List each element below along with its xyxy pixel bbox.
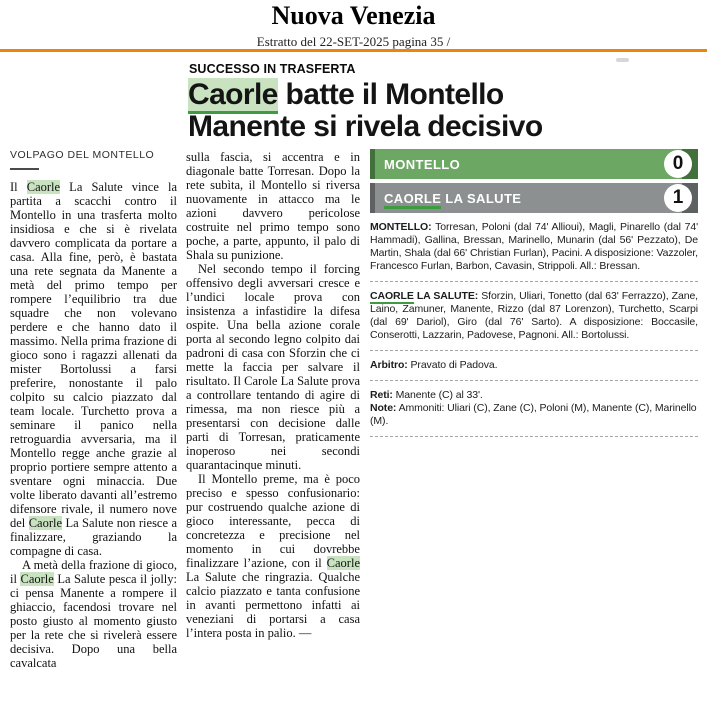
page-corner-mark bbox=[616, 58, 629, 62]
paragraph: sulla fascia, si accentra e in diagonale batte Torresan. Dopo la rete subìta, il Montello si riversa nuovamente in attacco ma le azioni davvero pericolose costruite nel primo tempo sono poche, a parte, appunto, il palo di Shala su punizione. bbox=[186, 150, 360, 262]
article-kicker: SUCCESSO IN TRASFERTA bbox=[189, 62, 356, 76]
article-column-middle bbox=[186, 150, 360, 640]
article-location: VOLPAGO DEL MONTELLO bbox=[10, 149, 155, 161]
away-score-badge: 1 bbox=[664, 184, 692, 212]
article-column-left bbox=[10, 149, 177, 670]
away-team-name: CAORLE LA SALUTE bbox=[370, 191, 521, 206]
goals-line: Reti: Manente (C) al 33'. bbox=[370, 389, 483, 401]
dashed-separator bbox=[370, 350, 698, 351]
paragraph: Nel secondo tempo il forcing offensivo degli avversari cresce e l’undici locale prova con insistenza a infastidire la difesa ospite. Una bella azione corale porta al secondo legno colpito dai padroni di casa con Sforzin che ci mette la faccia per salvare il risultato. Il Carole La Salute prova a controllare tentando di agire di rimessa, ma non riesce più a presentarsi con decisione dalle parti di Torresan, praticamente inoperoso nei secondi quarantacinque minuti. bbox=[186, 262, 360, 472]
referee-line: Arbitro: Pravato di Padova. bbox=[370, 359, 498, 371]
lineup-caorle: CAORLE LA SALUTE: Sforzin, Uliari, Tonetto (dal 63' Ferrazzo), Zane, Laino, Zamuner, Manente, Rizzo (dal 87 Lorenzon), Turchetto, Scarpi (dal 69' Dariol), Giro (dal 76' Sarto). A disposizione: Boccasile, Conserotti, Lazzarin, Padovese, Pagnoni. All.: Bortolussi. bbox=[370, 290, 698, 341]
notes-line: Note: Ammoniti: Uliari (C), Zane (C), Poloni (M), Manente (C), Marinello (M). bbox=[370, 402, 697, 427]
location-rule bbox=[10, 168, 39, 170]
headline-line2: Manente si rivela decisivo bbox=[188, 110, 543, 143]
masthead-title: Nuova Venezia bbox=[271, 1, 436, 30]
lineup-montello: MONTELLO: Torresan, Poloni (dal 74' Allioui), Magli, Pinarello (dal 74' Hammadi), Gallina, Bressan, Marinello, Munarin (dal 56' Pezzato), De Martin, Shala (dal 66' Christian Furlan), Pacini. A disposizione: Vazzoler, Francesco Furlan, Barbon, Cavasin, Strippoli. All.: Bressan. bbox=[370, 221, 698, 272]
scoreboard-row-montello bbox=[370, 149, 698, 179]
paragraph: Il Caorle La Salute vince la partita a scacchi contro il Montello in una trasferta molto insidiosa e che si è rivelata davvero complicata da portare a casa. Alla fine, però, è bastata una rete segnata da Manente a metà del primo tempo per rompere l’equilibrio tra due squadre che non volevano perdere e che hanno dato il massimo. Nella prima frazione di gioco sono i ragazzi allenati da mister Bortolussi a farsi preferire, nonostante il palo colpito su calcio piazzato dal team locale. Turchetto prova a seminare il panico nella retroguardia avversaria, ma il Montello regge anche grazie al proprio portiere sempre attento a sventare ogni minaccia. Due volte liberato davanti all’estremo difensore rivale, il numero nove del Caorle La Salute non riesce a finalizzare, graziando la compagne di casa. bbox=[10, 180, 177, 558]
headline-line1: Caorle batte il Montello bbox=[188, 79, 618, 111]
dashed-separator bbox=[370, 436, 698, 437]
paragraph: A metà della frazione di gioco, il Caorle La Salute pesca il jolly: ci pensa Manente a rompere il ghiaccio, facendosi trovare nel posto giusto al momento giusto per la rete che si rivelerà essere decisiva. Dopo una bella cavalcata bbox=[10, 558, 177, 670]
home-team-name: MONTELLO bbox=[384, 156, 461, 172]
match-panel bbox=[370, 149, 698, 445]
paragraph: Il Montello preme, ma è poco preciso e spesso confusionario: pur costruendo qualche azione di gioco interessante, pecca di concretezza e precisione nel momento in cui dovrebbe finalizzare l’azione, con il Caorle La Salute che ringrazia. Qualche calcio piazzato e tanta confusione in avanti permettono infatti ai veneziani di portarsi a casa l’intera posta in palio. — bbox=[186, 472, 360, 640]
orange-divider-rule bbox=[0, 49, 707, 52]
extract-line: Estratto del 22-SET-2025 pagina 35 / bbox=[256, 34, 451, 49]
article-headline bbox=[188, 79, 618, 143]
scoreboard-row-caorle bbox=[370, 183, 698, 213]
dashed-separator bbox=[370, 380, 698, 381]
dashed-separator bbox=[370, 281, 698, 282]
home-score-badge: 0 bbox=[664, 150, 692, 178]
masthead bbox=[0, 2, 707, 50]
